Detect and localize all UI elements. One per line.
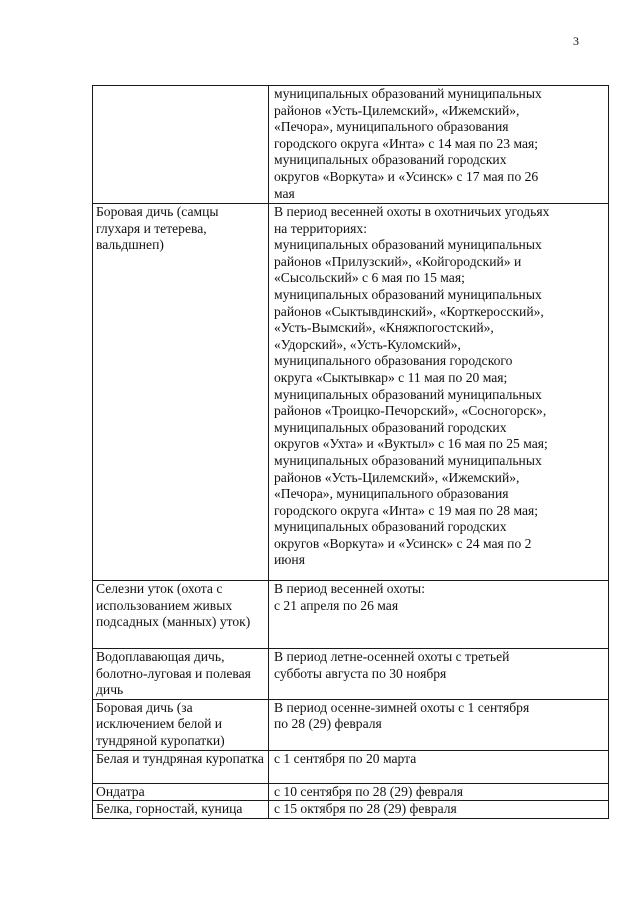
period-line: июня	[274, 552, 305, 568]
period-line: муниципальных образований городских	[274, 419, 507, 435]
hunting-periods-table	[92, 85, 609, 819]
species-cell: Селезни уток (охота с использованием живых подсадных (манных) уток)	[93, 581, 269, 649]
species-cell: Белка, горностай, куница	[93, 801, 269, 819]
period-line: «Удорский», «Усть-Куломский»,	[274, 336, 461, 352]
period-line: муниципальных образований городских	[274, 519, 507, 535]
species-cell: Ондатра	[93, 783, 269, 801]
period-cell	[269, 204, 609, 581]
table-row	[93, 699, 609, 750]
period-line: районов «Прилузский», «Койгородский» и	[274, 253, 522, 269]
period-line: «Печора», муниципального образования	[274, 486, 509, 502]
page-number: 3	[573, 34, 579, 48]
period-line: муниципальных образований муниципальных	[274, 286, 542, 302]
period-cell	[269, 750, 609, 783]
period-cell	[269, 649, 609, 700]
period-cell	[269, 783, 609, 801]
species-cell: Боровая дичь (самцы глухаря и тетерева, вальдшнеп)	[93, 204, 269, 581]
table-row	[93, 86, 609, 204]
period-line: В период весенней охоты в охотничьих угодьях	[274, 204, 550, 219]
period-line: на территориях:	[274, 220, 368, 236]
period-line: «Печора», муниципального образования	[274, 119, 509, 135]
period-line: округа «Сыктывкар» с 11 мая по 20 мая;	[274, 369, 508, 385]
period-cell	[269, 801, 609, 819]
period-line: муниципальных образований муниципальных	[274, 86, 542, 101]
period-line: округов «Ухта» и «Вуктыл» с 16 мая по 25 мая;	[274, 436, 548, 452]
period-cell	[269, 581, 609, 649]
period-line: районов «Сыктывдинский», «Корткеросский»,	[274, 303, 544, 319]
period-line: с 10 сентября по 28 (29) февраля	[274, 783, 464, 799]
period-line: с 21 апреля по 26 мая	[274, 597, 399, 613]
period-line: В период весенней охоты:	[274, 581, 425, 596]
period-cell	[269, 86, 609, 204]
period-line: округов «Воркута» и «Усинск» с 24 мая по 2	[274, 535, 532, 551]
period-line: В период осенне-зимней охоты с 1 сентября	[274, 699, 530, 715]
species-cell: Белая и тундряная куропатка	[93, 750, 269, 783]
table-row	[93, 204, 609, 581]
period-line: муниципального образования городского	[274, 353, 513, 369]
species-cell: Боровая дичь (за исключением белой и тундряной куропатки)	[93, 699, 269, 750]
table-body	[93, 86, 609, 819]
table-row	[93, 783, 609, 801]
table-row	[93, 581, 609, 649]
period-line: районов «Троицко-Печорский», «Сосногорск»,	[274, 403, 547, 419]
period-line: городского округа «Инта» с 14 мая по 23 мая;	[274, 135, 539, 151]
period-line: муниципальных образований городских	[274, 152, 507, 168]
period-line: муниципальных образований муниципальных	[274, 452, 542, 468]
period-line: субботы августа по 30 ноября	[274, 665, 447, 681]
period-line: муниципальных образований муниципальных	[274, 386, 542, 402]
period-line: «Усть-Вымский», «Княжпогостский»,	[274, 320, 494, 336]
species-cell: Водоплавающая дичь, болотно-луговая и полевая дичь	[93, 649, 269, 700]
period-line: районов «Усть-Цилемский», «Ижемский»,	[274, 102, 520, 118]
table-row	[93, 801, 609, 819]
period-line: мая	[274, 185, 295, 201]
period-line: В период летне-осенней охоты с третьей	[274, 649, 510, 664]
period-line: с 1 сентября по 20 марта	[274, 750, 417, 766]
table-row	[93, 750, 609, 783]
period-line: городского округа «Инта» с 19 мая по 28 мая;	[274, 502, 539, 518]
period-line: с 15 октября по 28 (29) февраля	[274, 801, 457, 817]
period-line: «Сысольский» с 6 мая по 15 мая;	[274, 270, 465, 286]
table-row	[93, 649, 609, 700]
period-line: муниципальных образований муниципальных	[274, 237, 542, 253]
period-line: округов «Воркута» и «Усинск» с 17 мая по 26	[274, 168, 539, 184]
period-line: районов «Усть-Цилемский», «Ижемский»,	[274, 469, 520, 485]
period-cell	[269, 699, 609, 750]
species-cell	[93, 86, 269, 204]
period-line: по 28 (29) февраля	[274, 716, 382, 732]
